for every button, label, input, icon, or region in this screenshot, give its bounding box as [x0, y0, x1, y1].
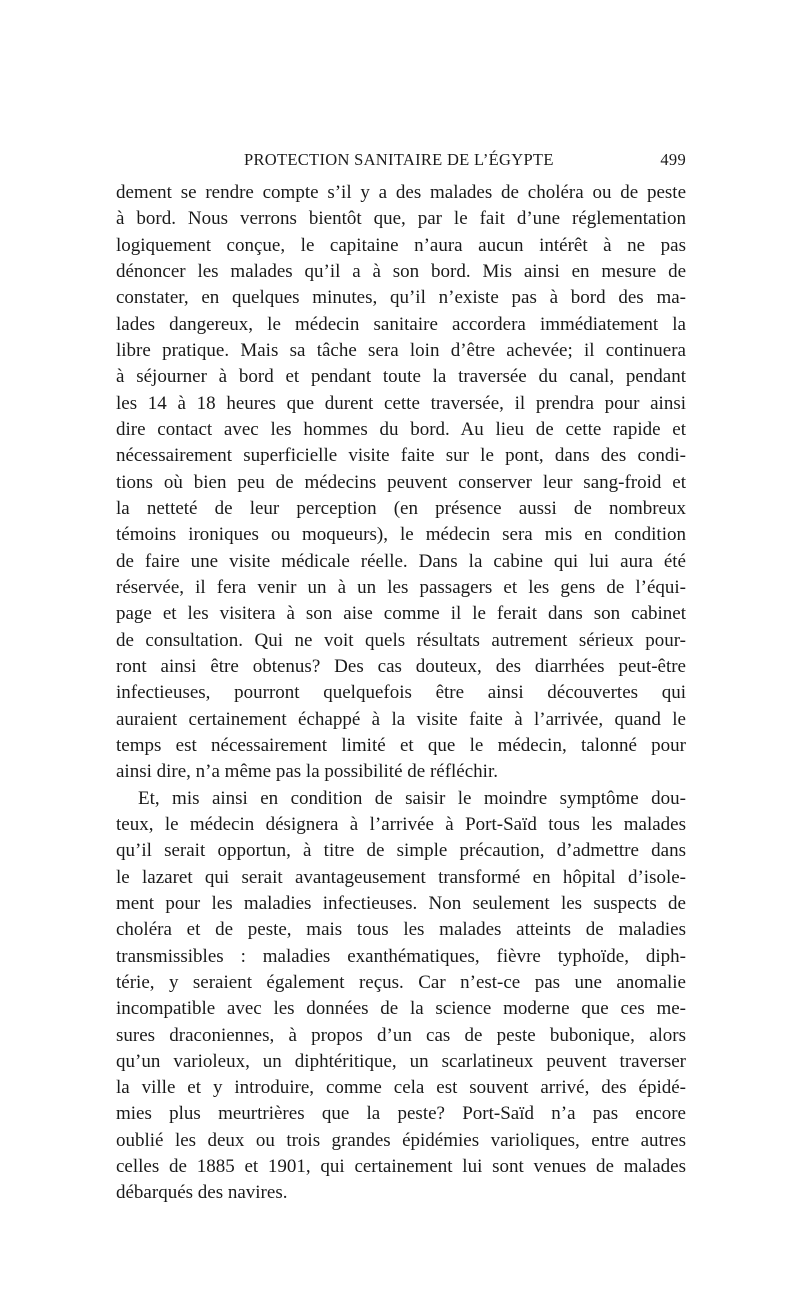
text-line: dire contact avec les hommes du bord. Au lieu de cette rapide et — [116, 418, 686, 440]
text-line: qu’il serait opportun, à titre de simple précaution, d’admettre dans — [116, 840, 686, 862]
text-line: à séjourner à bord et pendant toute la traversée du canal, pendant — [116, 366, 686, 388]
text-line: page et les visitera à son aise comme il le ferait dans son cabinet — [116, 603, 686, 625]
text-line: lades dangereux, le médecin sanitaire accordera immédiatement la — [116, 313, 686, 335]
text-line: témoins ironiques ou moqueurs), le médecin sera mis en condition — [116, 524, 686, 546]
text-line: les 14 à 18 heures que durent cette traversée, il prendra pour ainsi — [116, 392, 686, 414]
text-line: réservée, il fera venir un à un les passagers et les gens de l’équi- — [116, 576, 686, 598]
text-line: nécessairement superficielle visite faite sur le pont, dans des condi- — [116, 445, 686, 467]
paragraph-end-line: ainsi dire, n’a même pas la possibilité de réfléchir. — [116, 761, 498, 783]
text-line: térie, y seraient également reçus. Car n’est-ce pas une anomalie — [116, 971, 686, 993]
text-line: qu’un varioleux, un diphtéritique, un scarlatineux peuvent traverser — [116, 1050, 686, 1072]
text-line: incompatible avec les données de la science moderne que ces me- — [116, 998, 686, 1020]
text-line: constater, en quelques minutes, qu’il n’existe pas à bord des ma- — [116, 287, 686, 309]
paragraph-start-line: Et, mis ainsi en condition de saisir le moindre symptôme dou- — [138, 787, 686, 809]
text-line: ment pour les maladies infectieuses. Non seulement les suspects de — [116, 892, 686, 914]
text-line: mies plus meurtrières que la peste? Port-Saïd n’a pas encore — [116, 1103, 686, 1125]
running-header — [116, 150, 686, 176]
text-line: auraient certainement échappé à la visite faite à l’arrivée, quand le — [116, 708, 686, 730]
text-line: la ville et y introduire, comme cela est souvent arrivé, des épidé- — [116, 1077, 686, 1099]
text-line: infectieuses, pourront quelquefois être ainsi découvertes qui — [116, 682, 686, 704]
text-line: tions où bien peu de médecins peuvent conserver leur sang-froid et — [116, 471, 686, 493]
text-line: sures draconiennes, à propos d’un cas de peste bubonique, alors — [116, 1024, 686, 1046]
text-line: temps est nécessairement limité et que le médecin, talonné pour — [116, 734, 686, 756]
text-line: de faire une visite médicale réelle. Dans la cabine qui lui aura été — [116, 550, 686, 572]
text-line: teux, le médecin désignera à l’arrivée à Port-Saïd tous les malades — [116, 813, 686, 835]
text-line: logiquement conçue, le capitaine n’aura aucun intérêt à ne pas — [116, 234, 686, 256]
body-text — [116, 180, 686, 1207]
text-line: choléra et de peste, mais tous les malades atteints de maladies — [116, 919, 686, 941]
running-title: PROTECTION SANITAIRE DE L’ÉGYPTE — [244, 150, 554, 169]
text-line: dénoncer les malades qu’il a à son bord. Mis ainsi en mesure de — [116, 260, 686, 282]
text-line: oublié les deux ou trois grandes épidémies varioliques, entre autres — [116, 1129, 686, 1151]
text-line: celles de 1885 et 1901, qui certainement lui sont venues de malades — [116, 1156, 686, 1178]
text-line: la netteté de leur perception (en présence aussi de nombreux — [116, 497, 686, 519]
paragraph-end-line: débarqués des navires. — [116, 1182, 288, 1204]
text-line: transmissibles : maladies exanthématiques, fièvre typhoïde, diph- — [116, 945, 686, 967]
text-line: de consultation. Qui ne voit quels résultats autrement sérieux pour- — [116, 629, 686, 651]
page-number: 499 — [660, 150, 686, 169]
text-line: ront ainsi être obtenus? Des cas douteux, des diarrhées peut-être — [116, 655, 686, 677]
text-line: libre pratique. Mais sa tâche sera loin d’être achevée; il continuera — [116, 339, 686, 361]
text-line: le lazaret qui serait avantageusement transformé en hôpital d’isole- — [116, 866, 686, 888]
text-line: à bord. Nous verrons bientôt que, par le fait d’une réglementation — [116, 208, 686, 230]
text-line: dement se rendre compte s’il y a des malades de choléra ou de peste — [116, 182, 686, 203]
